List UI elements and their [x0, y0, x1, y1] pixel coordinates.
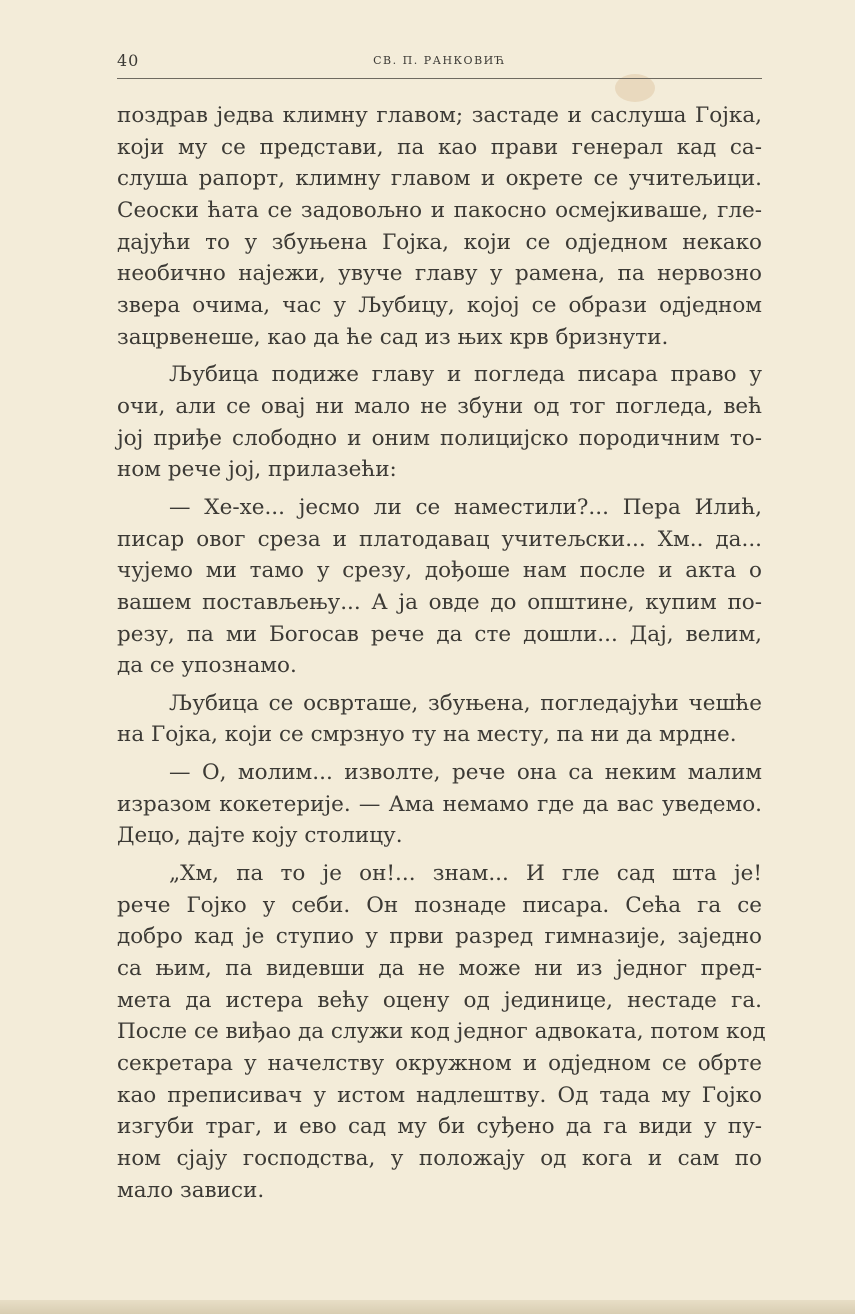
paragraph: [117, 359, 762, 486]
paragraph: [117, 100, 762, 353]
text-line: као преписивач у истом надлештву. Од тада му Гојко: [117, 1082, 762, 1108]
text-line: — Хе-хе... јесмо ли се наместили?... Пера Илић,: [169, 494, 762, 520]
text-line: резу, па ми Богосав рече да сте дошли... Дај, велим,: [117, 621, 762, 647]
text-line: „Хм, па то је он!... знам... И гле сад шта је!: [169, 861, 762, 887]
text-line: са њим, па видевши да не може ни из једног пред-: [117, 956, 762, 982]
text-line: рече Гојко у себи. Он познаде писара. Сећа га се: [117, 892, 762, 918]
text-line: звера очима, час у Љубицу, којој се образи одједном: [117, 292, 762, 318]
text-line: поздрав једва климну главом; застаде и саслуша Гојка,: [117, 103, 762, 128]
text-line: ном рече јој, прилазећи:: [117, 457, 397, 483]
text-line: ном сјају господства, у положају од кога и сам по: [117, 1146, 762, 1171]
text-line: који му се представи, па као прави генерал кад са-: [117, 134, 762, 160]
paragraph: [117, 858, 766, 1206]
text-line: добро кад је ступио у први разред гимназије, заједно: [117, 924, 762, 950]
text-line: чујемо ми тамо у срезу, дођоше нам после и акта о: [117, 558, 762, 584]
text-line: Љубица подиже главу и погледа писара право у: [169, 362, 762, 388]
text-line: изгуби траг, и ево сад му би суђено да га види у пу-: [117, 1114, 762, 1140]
text-line: Љубица се осврташе, збуњена, погледајући чешће: [169, 690, 762, 716]
paragraph: [117, 688, 762, 751]
running-head: СВ. П. РАНКОВИЋ: [373, 54, 506, 67]
text-line: зацрвенеше, као да ће сад из њих крв бризнути.: [117, 324, 669, 350]
body-text: [117, 100, 766, 1212]
text-line: необично најежи, увуче главу у рамена, па нервозно: [117, 261, 762, 287]
paragraph: [117, 492, 762, 682]
text-line: писар овог среза и платодавац учитељски... Хм.. да...: [117, 526, 762, 552]
text-line: очи, али се овај ни мало не збуни од тог погледа, већ: [117, 393, 762, 419]
text-line: на Гојка, који се смрзнуо ту на месту, па ни да мрдне.: [117, 722, 737, 748]
text-line: После се виђао да служи код једног адвоката, потом код: [117, 1019, 766, 1045]
paragraph: [117, 757, 762, 852]
text-line: вашем постављењу... А ја овде до општине, купим по-: [117, 589, 762, 615]
text-line: Сеоски ћата се задовољно и пакосно осмејкиваше, гле-: [117, 197, 762, 223]
text-line: секретара у начелству окружном и одједном се обрте: [117, 1051, 762, 1077]
text-line: Децо, дајте коју столицу.: [117, 823, 403, 849]
text-line: мало зависи.: [117, 1177, 265, 1203]
page-header: [117, 48, 762, 79]
text-line: да се упознамо.: [117, 653, 297, 679]
text-line: изразом кокетерије. — Ама немамо где да вас уведемо.: [117, 791, 762, 817]
text-line: јој приђе слободно и оним полицијско породичним то-: [117, 425, 762, 451]
text-line: дајући то у збуњена Гојка, који се одједном некако: [117, 229, 762, 255]
text-line: — О, молим... изволте, рече она са неким малим: [169, 760, 762, 786]
page-bottom-edge: [0, 1300, 855, 1314]
text-line: мета да истера већу оцену од јединице, нестаде га.: [117, 987, 762, 1013]
page-number: 40: [117, 51, 140, 70]
text-line: слуша рапорт, климну главом и окрете се учитељици.: [117, 166, 762, 192]
